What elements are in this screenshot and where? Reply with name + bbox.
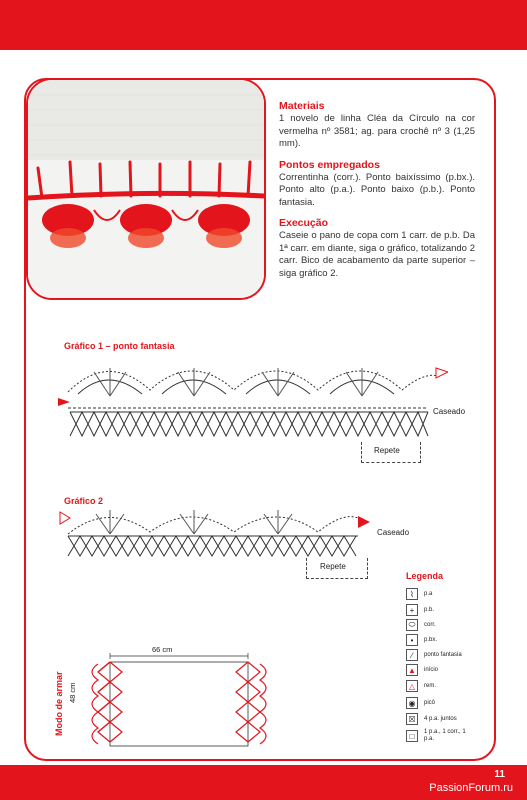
- chart1-caseado-label: Caseado: [433, 407, 466, 416]
- crochet-edging-photo: [26, 78, 266, 300]
- fasten-off-arrow-icon: △: [406, 680, 418, 692]
- legend-item-rem: △ rem.: [406, 679, 436, 693]
- materials-text: 1 novelo de linha Cléa da Círculo na cor vermelha nº 3581; ag. para crochê nº 3 (1,25 mm).: [279, 113, 475, 149]
- chart1-diagram: [58, 352, 448, 442]
- start-arrow-icon: ▲: [406, 664, 418, 676]
- chart2-title: Gráfico 2: [64, 496, 104, 506]
- assembly-title: Modo de armar: [54, 671, 64, 736]
- assembly-height-label: 48 cm: [68, 682, 77, 703]
- legend-item-pa: ⌇ p.a: [406, 587, 432, 601]
- top-red-band: [0, 0, 527, 50]
- chart1-title: Gráfico 1 – ponto fantasia: [64, 341, 175, 351]
- execution-text: Caseie o pano de copa com 1 carr. de p.b. Da 1ª carr. em diante, siga o gráfico, totalizando 2 carr. Bico de acabamento da parte superior – siga gráfico 2.: [279, 230, 475, 279]
- four-together-icon: ☒: [406, 713, 418, 725]
- legend-item-combo: □ 1 p.a., 1 corr., 1 p.a.: [406, 728, 472, 744]
- assembly-diagram: [80, 650, 280, 750]
- bottom-red-band: [0, 765, 527, 800]
- stitches-text: Correntinha (corr.). Ponto baixíssimo (p.bx.). Ponto alto (p.a.). Ponto baixo (p.b.). Ponto fantasia.: [279, 171, 475, 208]
- legend-item-pbx: • p.bx.: [406, 633, 437, 647]
- picot-icon: ◉: [406, 697, 418, 709]
- instructions-text: [279, 100, 475, 288]
- materials-heading: Materiais: [279, 100, 325, 112]
- fancy-stitch-icon: ∕: [406, 649, 418, 661]
- double-crochet-icon: ⌇: [406, 588, 418, 600]
- stitches-heading: Pontos empregados: [279, 158, 380, 171]
- chart1-repeat-label: Repete: [374, 446, 400, 455]
- single-crochet-icon: +: [406, 604, 418, 616]
- legend-item-inicio: ▲ início: [406, 663, 438, 677]
- combo-stitch-icon: □: [406, 730, 418, 742]
- legend-title: Legenda: [406, 571, 444, 581]
- chart2-repeat-label: Repete: [320, 562, 346, 571]
- chart2-diagram: [58, 504, 378, 564]
- execution-heading: Execução: [279, 217, 329, 229]
- assembly-width-label: 66 cm: [152, 645, 173, 654]
- legend-item-4pa: ☒ 4 p.a. juntos: [406, 712, 457, 726]
- legend-item-fantasia: ∕ ponto fantasia: [406, 648, 462, 662]
- chart2-caseado-label: Caseado: [377, 528, 410, 537]
- legend-item-pb: + p.b.: [406, 603, 434, 617]
- slip-stitch-icon: •: [406, 634, 418, 646]
- legend-item-corr: ⬭ corr.: [406, 618, 436, 632]
- page-number: 11: [494, 769, 505, 780]
- site-watermark: PassionForum.ru: [429, 782, 513, 794]
- chain-icon: ⬭: [406, 619, 418, 631]
- legend-item-pico: ◉ picô: [406, 696, 435, 710]
